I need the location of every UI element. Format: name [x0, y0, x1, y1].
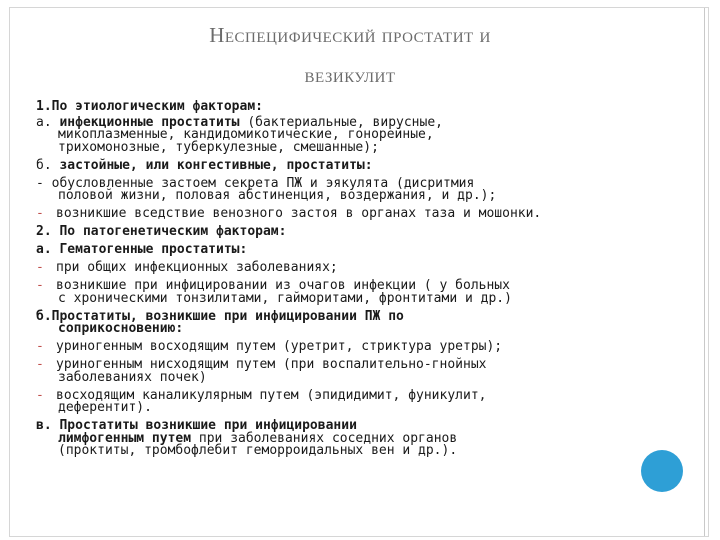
heading-contact: б.Простатиты, возникшие при инфицировании ПЖ по соприкосновению:	[36, 308, 404, 336]
slide-title	[70, 15, 630, 95]
contact-subitem-3: - восходящим каналикулярным путем (эпидидимит, фуникулит, деферентит).	[36, 387, 487, 415]
hematogenous-subitem-1: - при общих инфекционных заболеваниях;	[36, 260, 338, 275]
heading-pathogenetic: 2. По патогенетическим факторам:	[36, 224, 287, 239]
right-decor-line	[704, 8, 705, 536]
contact-subitem-1: - уриногенным восходящим путем (уретрит, стриктура уретры);	[36, 339, 503, 354]
title-line-1: Неспецифический простатит и	[209, 23, 491, 47]
contact-subitem-2: - уриногенным нисходящим путем (при воспалительно-гнойных заболеваниях почек)	[36, 357, 487, 385]
hematogenous-subitem-2: - возникшие при инфицировании из очагов инфекции ( у больных с хроническими тонзилитами, гайморитами, фронтитами и др.)	[36, 278, 512, 306]
congestive-subitem-1: - обусловленные застоем секрета ПЖ и эякулята (дисритмия половой жизни, половая абстиненция, воздержания, и др.);	[36, 175, 497, 203]
item-congestive: б. застойные, или конгестивные, простатиты:	[36, 157, 373, 173]
decorative-circle	[641, 450, 683, 492]
heading-hematogenous: а. Гематогенные простатиты:	[36, 242, 248, 257]
title-line-2: везикулит	[304, 63, 396, 87]
heading-lymphogenous: в. Простатиты возникшие при инфицировании лимфогенным путем при заболеваниях соседних органов (проктиты, тромбофлебит геморроидальных вен и др.).	[36, 418, 458, 458]
congestive-subitem-2: - возникшие вседствие венозного застоя в органах таза и мошонки.	[36, 206, 542, 221]
heading-etiological: 1.По этиологическим факторам:	[36, 99, 263, 114]
slide-body	[36, 101, 698, 458]
item-infectious: а. инфекционные простатиты (бактериальные, вирусные, микоплазменные, кандидомикотические, гонорейные, трихомонозные, туберкулезные, смешанные);	[36, 114, 443, 155]
